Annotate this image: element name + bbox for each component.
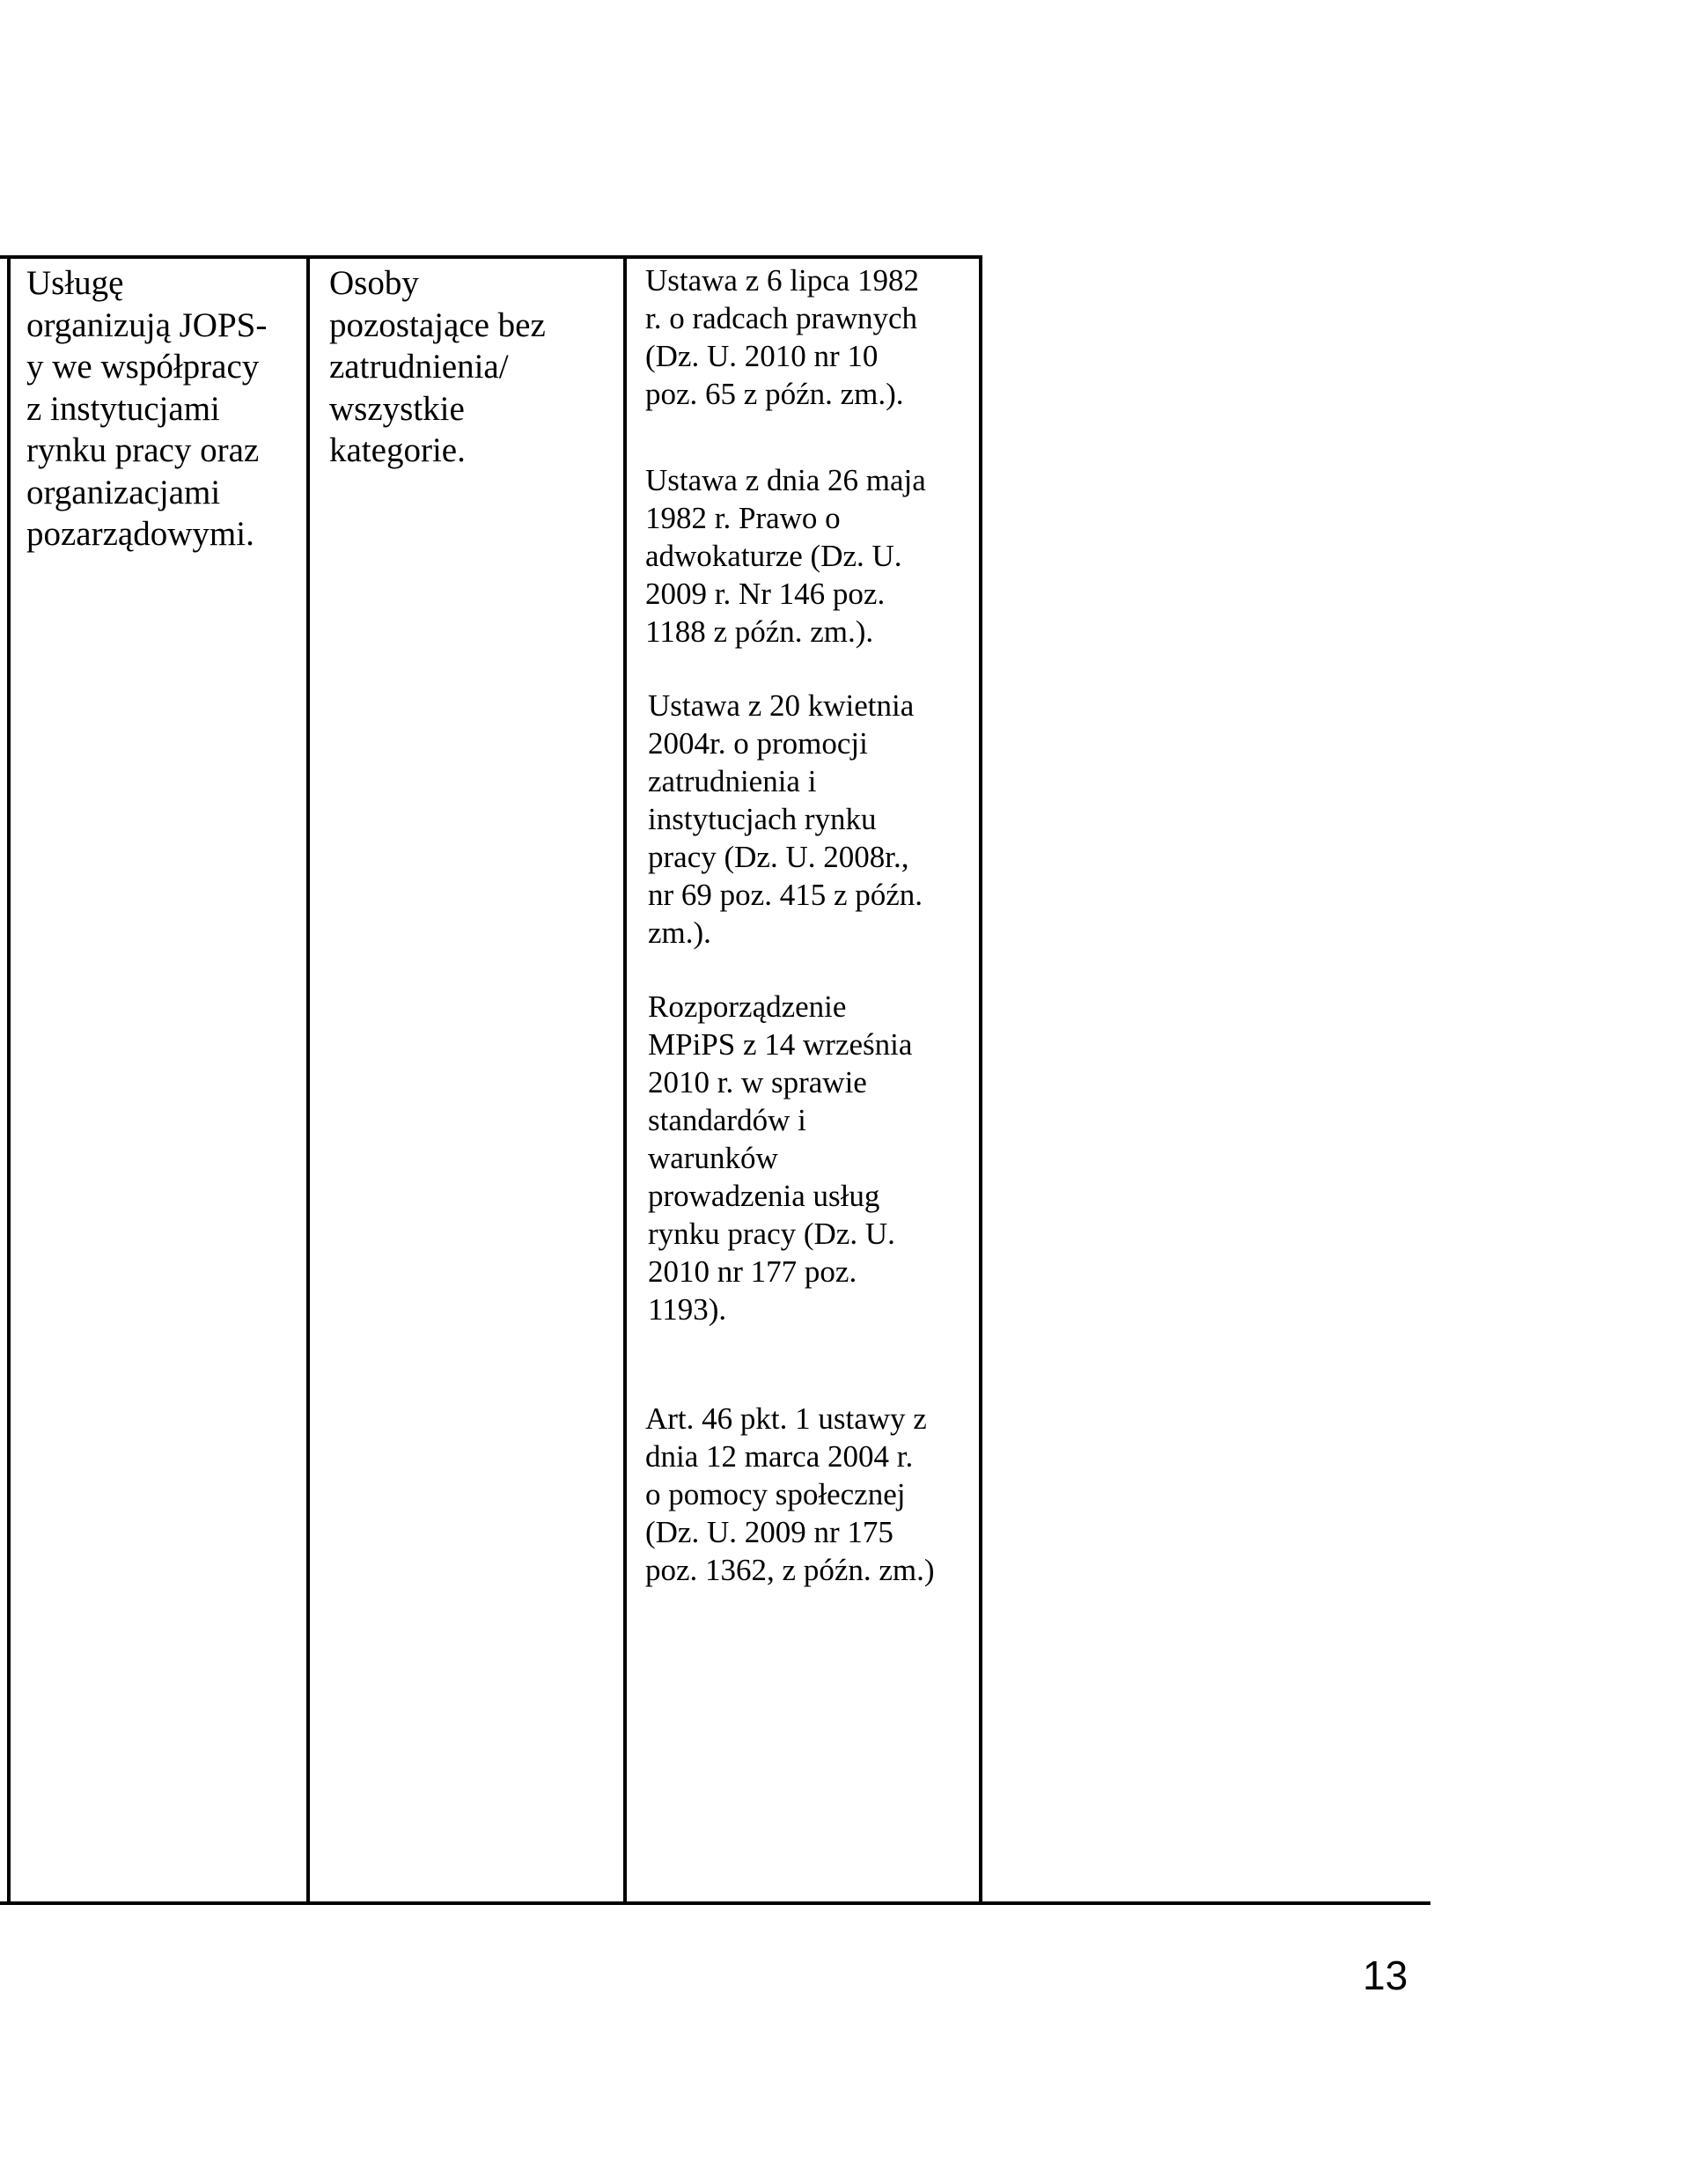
table-cell-target-group: [329, 262, 620, 472]
legal-reference: Ustawa z dnia 26 maja 1982 r. Prawo o adwokaturze (Dz. U. 2009 r. Nr 146 poz. 1188 z późn. zm.).: [645, 463, 926, 649]
table-bottom-border: [0, 1901, 1430, 1905]
legal-reference: Ustawa z 20 kwietnia 2004r. o promocji zatrudnienia i instytucjach rynku pracy (Dz. U. 2008r., nr 69 poz. 415 z późn. zm.).: [648, 688, 923, 950]
table-left-border: [7, 255, 11, 1905]
column-divider-2: [623, 255, 627, 1905]
table-cell-organizer: [26, 262, 308, 555]
legal-reference: Rozporządzenie MPiPS z 14 września 2010 r. w sprawie standardów i warunków prowadzenia usług rynku pracy (Dz. U. 2010 nr 177 poz. 1193).: [648, 989, 913, 1327]
legal-reference: Art. 46 pkt. 1 ustawy z dnia 12 marca 2004 r. o pomocy społecznej (Dz. U. 2009 nr 175 poz. 1362, z późn. zm.): [645, 1401, 935, 1587]
organizer-text: Usługę organizują JOPS- y we współpracy z instytucjami rynku pracy oraz organizacjami pozarządowymi.: [26, 264, 268, 553]
target-group-text: Osoby pozostające bez zatrudnienia/ wszystkie kategorie.: [329, 264, 546, 469]
legal-reference: Ustawa z 6 lipca 1982 r. o radcach prawnych (Dz. U. 2010 nr 10 poz. 65 z późn. zm.).: [645, 263, 920, 411]
table-top-border: [0, 255, 982, 259]
page-number: 13: [1363, 1952, 1408, 1998]
